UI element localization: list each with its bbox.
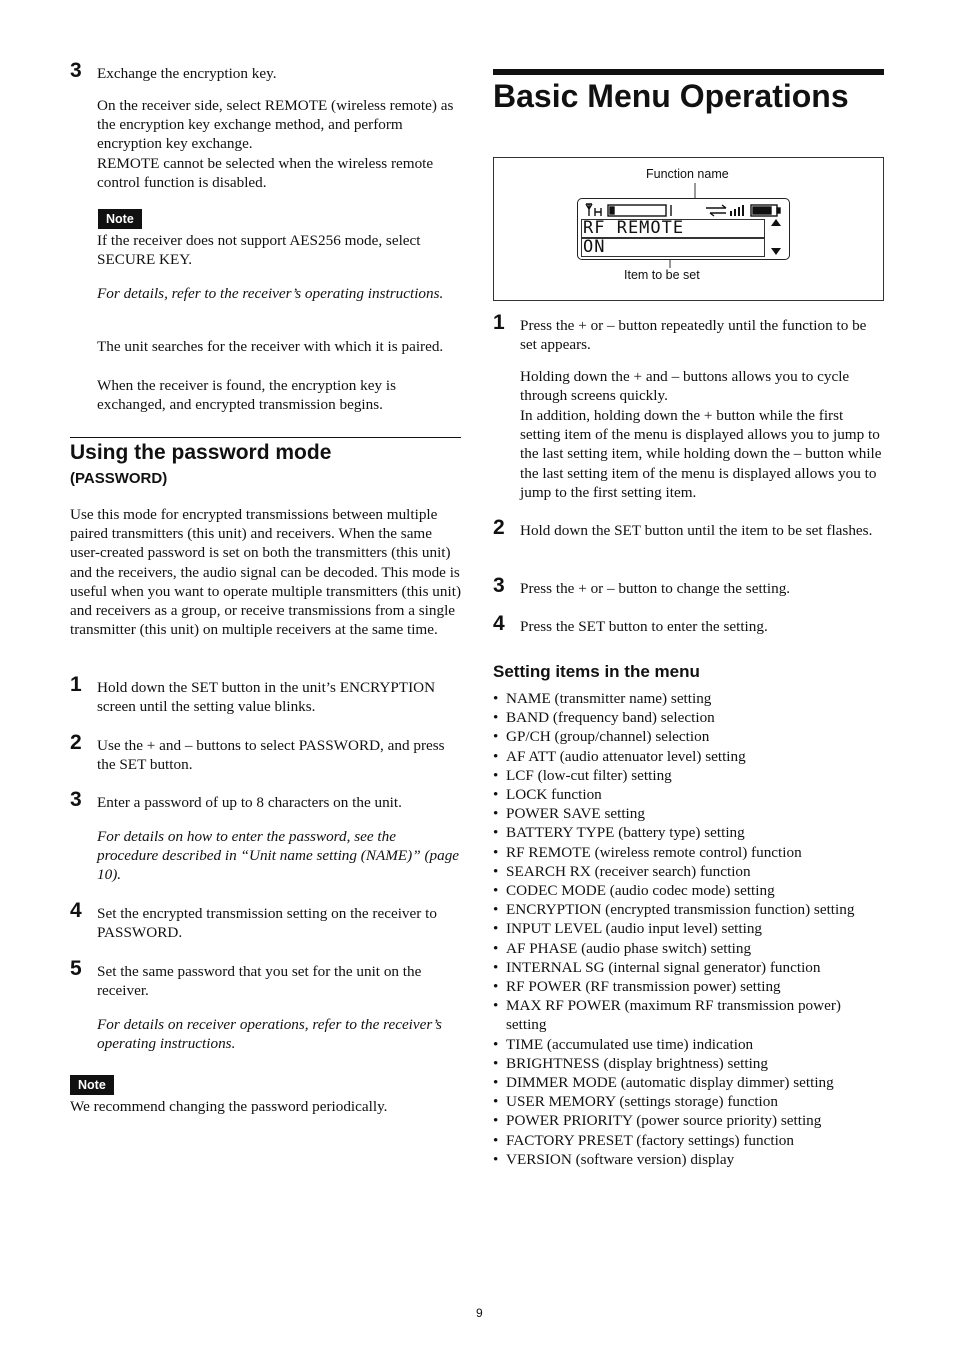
note-badge: Note (70, 1075, 114, 1095)
section-title: Using the password mode (70, 441, 332, 464)
menu-item: • MAX RF POWER (maximum RF transmission power) setting (493, 996, 885, 1034)
paragraph: When the receiver is found, the encryption key is exchanged, and encrypted transmission begins. (97, 377, 397, 414)
paragraph: In addition, holding down the + button while the first setting item of the menu is displayed allows you to jump to the last setting item, while holding down the – button while the last setting item of the menu is displayed allows you to jump to the first setting item. (520, 407, 882, 501)
step-text: Exchange the encryption key. (97, 65, 277, 82)
menu-item: • BATTERY TYPE (battery type) setting (493, 823, 885, 842)
italic-reference: For details on how to enter the password, see the procedure described in “Unit name setting (NAME)” (page 10). (97, 828, 460, 884)
step-number: 1 (493, 311, 505, 334)
step-text: Press the SET button to enter the setting. (520, 618, 768, 635)
paragraph: Holding down the + and – buttons allows you to cycle through screens quickly. (520, 368, 850, 405)
menu-item: • POWER SAVE setting (493, 804, 885, 823)
step-text: Use the + and – buttons to select PASSWORD, and press the SET button. (97, 737, 445, 774)
scroll-arrows (766, 217, 786, 267)
paragraph: The unit searches for the receiver with which it is paired. (97, 338, 444, 355)
menu-item: • USER MEMORY (settings storage) function (493, 1092, 885, 1111)
italic-reference: For details on receiver operations, refer to the receiver’s operating instructions. (97, 1016, 442, 1053)
step-text: Press the + or – button to change the setting. (520, 580, 791, 597)
step-number: 2 (70, 731, 82, 754)
menu-item: • NAME (transmitter name) setting (493, 689, 885, 708)
lcd-diagram (493, 157, 884, 301)
function-name-label: Function name (646, 167, 729, 181)
lcd-display (577, 198, 790, 260)
section-rule (70, 437, 461, 438)
note-text: We recommend changing the password periodically. (70, 1098, 388, 1115)
step-text: Press the + or – button repeatedly until the function to be set appears. (520, 317, 867, 354)
italic-reference: For details, refer to the receiver’s operating instructions. (97, 285, 444, 302)
menu-item: • RF REMOTE (wireless remote control) function (493, 843, 885, 862)
menu-item: • BRIGHTNESS (display brightness) setting (493, 1054, 885, 1073)
menu-item: • RF POWER (RF transmission power) setting (493, 977, 885, 996)
step-number: 4 (493, 612, 505, 635)
menu-item: • TIME (accumulated use time) indication (493, 1035, 885, 1054)
status-icons (578, 200, 789, 220)
lcd-line2-box (581, 238, 765, 257)
section-intro: Use this mode for encrypted transmissions between multiple paired transmitters (this unit) and receivers. When the same user-created password is set on both the transmitters (this unit) and the receivers, the audio signal can be decoded. This mode is useful when you want to operate multiple transmitters (this unit) and receivers as a group, or receive transmissions from a single transmitter (this unit) on multiple receivers at the same time. (70, 506, 461, 639)
step-number: 1 (70, 673, 82, 696)
step-text: Hold down the SET button until the item to be set flashes. (520, 522, 873, 539)
section-subtitle: (PASSWORD) (70, 470, 168, 487)
menu-item: • DIMMER MODE (automatic display dimmer) setting (493, 1073, 885, 1092)
menu-item: • CODEC MODE (audio codec mode) setting (493, 881, 885, 900)
step-text: Hold down the SET button in the unit’s ENCRYPTION screen until the setting value blinks. (97, 679, 436, 716)
item-label: Item to be set (624, 268, 700, 282)
step-number: 5 (70, 957, 82, 980)
menu-item: • BAND (frequency band) selection (493, 708, 885, 727)
menu-item: • INTERNAL SG (internal signal generator) function (493, 958, 885, 977)
step-number: 3 (70, 59, 82, 82)
step-text: Set the encrypted transmission setting on the receiver to PASSWORD. (97, 905, 437, 942)
page-number: 9 (476, 1306, 483, 1320)
note-text: If the receiver does not support AES256 mode, select SECURE KEY. (97, 232, 421, 269)
menu-item: • SEARCH RX (receiver search) function (493, 862, 885, 881)
step-text: Enter a password of up to 8 characters on the unit. (97, 794, 402, 811)
menu-item: • LCF (low-cut filter) setting (493, 766, 885, 785)
menu-heading: Setting items in the menu (493, 662, 700, 681)
menu-item: • ENCRYPTION (encrypted transmission function) setting (493, 900, 885, 919)
menu-item: • FACTORY PRESET (factory settings) function (493, 1131, 885, 1150)
lcd-function-name: RF REMOTE (583, 218, 685, 238)
step-number: 2 (493, 516, 505, 539)
down-arrow-icon (771, 248, 781, 255)
step-number: 4 (70, 899, 82, 922)
page-title: Basic Menu Operations (493, 78, 849, 114)
lcd-item-value: ON (583, 237, 606, 257)
menu-item: • POWER PRIORITY (power source priority) setting (493, 1111, 885, 1130)
paragraph: REMOTE cannot be selected when the wireless remote control function is disabled. (97, 155, 434, 192)
paragraph: On the receiver side, select REMOTE (wireless remote) as the encryption key exchange method, and perform encryption key exchange. (97, 97, 454, 153)
menu-item: • AF ATT (audio attenuator level) setting (493, 747, 885, 766)
note-badge: Note (98, 209, 142, 229)
step-number: 3 (70, 788, 82, 811)
step-number: 3 (493, 574, 505, 597)
menu-items-list (493, 689, 885, 1169)
step-text: Set the same password that you set for the unit on the receiver. (97, 963, 422, 1000)
menu-item: • AF PHASE (audio phase switch) setting (493, 939, 885, 958)
menu-item: • GP/CH (group/channel) selection (493, 727, 885, 746)
title-rule (493, 69, 884, 75)
up-arrow-icon (771, 219, 781, 226)
menu-item: • LOCK function (493, 785, 885, 804)
menu-item: • INPUT LEVEL (audio input level) setting (493, 919, 885, 938)
menu-item: • VERSION (software version) display (493, 1150, 885, 1169)
